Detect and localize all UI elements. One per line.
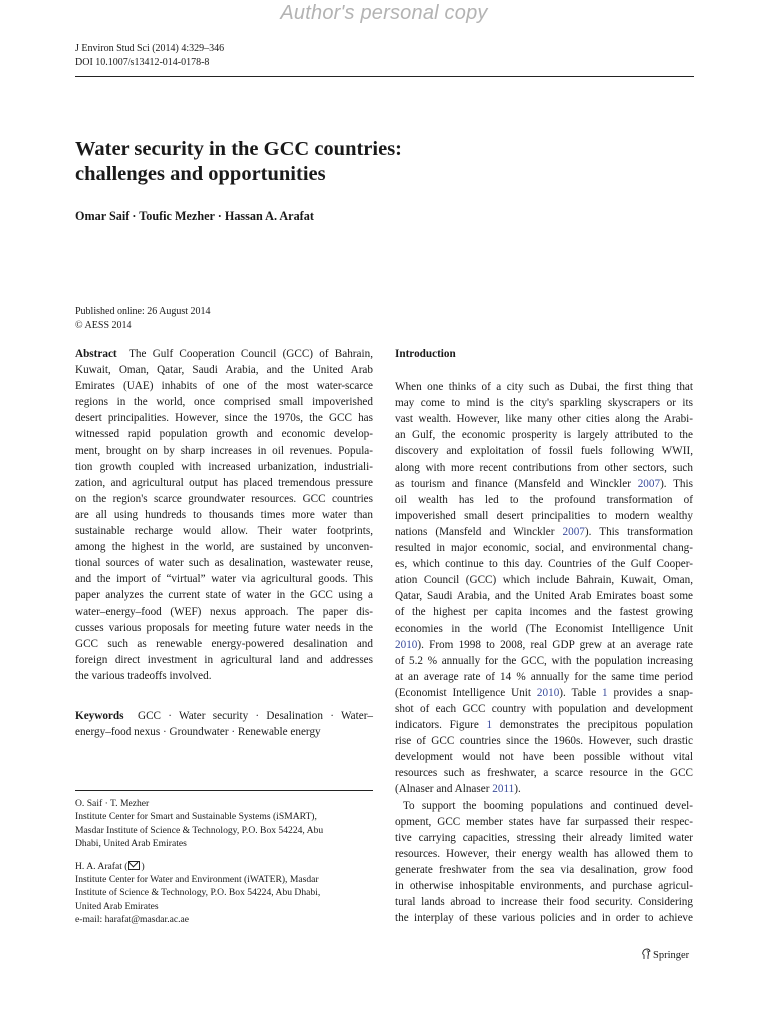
abstract-text: water–energy–food (WEF) nexus approach. The paper dis- bbox=[75, 605, 373, 618]
abstract-label: Abstract bbox=[75, 348, 117, 360]
left-column bbox=[75, 346, 373, 740]
citation-link[interactable]: 2007 bbox=[562, 525, 585, 538]
introduction-text: of the highest per capita incomes and the fastest growing bbox=[395, 606, 693, 619]
abstract-line bbox=[75, 475, 373, 491]
abstract-line bbox=[75, 668, 373, 684]
introduction-text: discovery and exploitation of fossil fuels following WWII, bbox=[395, 445, 693, 458]
introduction-text: impoverished small desert principalities to modern wealthy bbox=[395, 509, 693, 522]
envelope-icon[interactable] bbox=[128, 861, 140, 870]
keywords-text-1: GCC · Water security · Desalination · Water– bbox=[138, 709, 374, 722]
abstract-line bbox=[75, 426, 373, 442]
citation-link[interactable]: 1 bbox=[486, 719, 493, 732]
abstract-line bbox=[75, 394, 373, 410]
introduction-text: along with more recent contributions from other sectors, such bbox=[395, 461, 693, 474]
introduction-text: demonstrates the precipitous population bbox=[492, 719, 693, 732]
introduction-line bbox=[395, 910, 693, 926]
abstract-text: witnessed rapid population growth and economic develop- bbox=[75, 428, 373, 441]
introduction-text: rise of GCC countries since the 1960s. However, such drastic bbox=[395, 735, 693, 748]
published-date: Published online: 26 August 2014 bbox=[75, 306, 211, 317]
introduction-line bbox=[395, 460, 693, 476]
abstract-text: paper analyzes the current state of water in the GCC using a bbox=[75, 589, 373, 602]
introduction-line bbox=[395, 588, 693, 604]
publisher-name: Springer bbox=[653, 950, 690, 961]
journal-citation: J Environ Stud Sci (2014) 4:329–346 bbox=[75, 43, 225, 54]
header-rule bbox=[75, 76, 694, 77]
affiliation-rule bbox=[75, 790, 373, 791]
introduction-text: ation Council (GCC) which include Bahrain, Kuwait, Oman, bbox=[395, 574, 693, 587]
introduction-text: tive carrying capacities, stressing their already limited water bbox=[395, 831, 693, 844]
introduction-line bbox=[395, 427, 693, 443]
abstract-text: the various tradeoffs involved. bbox=[75, 669, 212, 682]
introduction-text: ). This transformation bbox=[584, 525, 694, 538]
abstract-text: foreign direct investment in agricultural land and addresses bbox=[75, 653, 373, 666]
abstract-text: zation, and agricultural output has placed tremendous pressure bbox=[75, 476, 373, 489]
introduction-line bbox=[395, 621, 693, 637]
abstract-line bbox=[75, 491, 373, 507]
abstract-line bbox=[75, 555, 373, 571]
introduction-line bbox=[395, 669, 693, 685]
right-column bbox=[395, 346, 693, 926]
introduction-text: (Alnaser and Alnaser bbox=[395, 783, 493, 796]
affiliation-line: Institute Center for Water and Environment (iWATER), Masdar bbox=[75, 873, 319, 885]
corresponding-author-name: H. A. Arafat ( bbox=[75, 860, 128, 872]
abstract-line bbox=[75, 459, 373, 475]
introduction-line bbox=[395, 379, 693, 395]
introduction-line bbox=[395, 556, 693, 572]
introduction-line bbox=[395, 798, 693, 814]
keywords-label: Keywords bbox=[75, 709, 124, 722]
introduction-heading: Introduction bbox=[395, 348, 456, 360]
introduction-text: Qatar, Saudi Arabia, and the United Arab Emirates boast some bbox=[395, 590, 693, 603]
introduction-text: in otherwise inhospitable environments, and purchase agricul- bbox=[395, 880, 693, 892]
abstract-text: The Gulf Cooperation Council (GCC) of Bahrain, bbox=[129, 348, 373, 360]
introduction-text: resources. However, their energy wealth has allowed them to bbox=[395, 847, 693, 860]
introduction-text: vast wealth. However, like many other cities along the Arabi- bbox=[395, 413, 693, 426]
citation-link[interactable]: 2010 bbox=[395, 638, 418, 651]
introduction-line bbox=[395, 717, 693, 733]
introduction-text: generate freshwater from the sea via desalination, grow food bbox=[395, 863, 693, 876]
affiliation-line: O. Saif · T. Mezher bbox=[75, 798, 150, 809]
introduction-text: ). This bbox=[660, 477, 693, 490]
introduction-line bbox=[395, 492, 693, 508]
abstract-text: Emirates (UAE) inhabits of one of the most water-scarce bbox=[75, 380, 373, 393]
abstract-line bbox=[75, 523, 373, 539]
abstract-line bbox=[75, 636, 373, 652]
introduction-line bbox=[395, 830, 693, 846]
introduction-text: resources such as freshwater, a scarce resource in the GCC bbox=[395, 767, 693, 780]
introduction-text: ). bbox=[514, 783, 521, 796]
introduction-text: the interplay of these various policies and in order to achieve bbox=[395, 912, 693, 925]
abstract-text: tion growth coupled with increased urbanization, industriali- bbox=[75, 460, 373, 473]
abstract-text: sustainable recharge would allow. Their water footprints, bbox=[75, 525, 373, 538]
introduction-text: es, which continue to this day. Countries of the Gulf Cooper- bbox=[395, 558, 693, 571]
abstract-line bbox=[75, 587, 373, 603]
affiliation-group-saif-mezher bbox=[75, 797, 373, 851]
introduction-text: provides a snap- bbox=[607, 686, 693, 699]
abstract-text: and the import of “virtual” water via agricultural goods. This bbox=[75, 573, 373, 586]
introduction-line bbox=[395, 894, 693, 910]
introduction-text: development would not have been possible without vital bbox=[395, 751, 693, 764]
abstract-line bbox=[75, 620, 373, 636]
introduction-text: ). Table bbox=[559, 686, 603, 699]
abstract-text: GCC such as renewable energy-powered desalination and bbox=[75, 637, 373, 650]
abstract-text: desert principalities. However, since the 1970s, the GCC has bbox=[75, 412, 373, 425]
abstract-text: ment, brought on by sharp increases in oil revenues. Popula- bbox=[75, 444, 373, 457]
affiliation-line: United Arab Emirates bbox=[75, 900, 159, 912]
abstract-line bbox=[75, 571, 373, 587]
abstract-line bbox=[75, 378, 373, 394]
introduction-text: tural lands abroad to increase their food security. Considering bbox=[395, 896, 693, 909]
introduction-line bbox=[395, 572, 693, 588]
introduction-text: oil wealth has led to the profound transformation of bbox=[395, 493, 693, 506]
introduction-line bbox=[395, 701, 693, 717]
introduction-text: an Gulf, the economic prosperity is largely attributed to the bbox=[395, 429, 693, 442]
abstract bbox=[75, 346, 373, 684]
watermark: Author's personal copy bbox=[280, 2, 488, 24]
introduction-line bbox=[395, 749, 693, 765]
abstract-line bbox=[75, 604, 373, 620]
abstract-line bbox=[75, 507, 373, 523]
title-line-2: challenges and opportunities bbox=[75, 163, 326, 185]
introduction-text: economies in the world (The Economist Intelligence Unit bbox=[395, 622, 693, 635]
introduction-text: To support the booming populations and continued devel- bbox=[403, 799, 693, 812]
introduction-text: at an average rate of 14 % annually for the same time period bbox=[395, 670, 693, 683]
affiliation-line: Masdar Institute of Science & Technology, P.O. Box 54224, Abu bbox=[75, 824, 324, 836]
introduction-line bbox=[395, 508, 693, 524]
introduction-line bbox=[395, 524, 693, 540]
introduction-text: (Economist Intelligence Unit bbox=[395, 686, 537, 699]
keywords bbox=[75, 708, 373, 740]
abstract-line bbox=[75, 652, 373, 668]
introduction-line bbox=[395, 685, 693, 701]
abstract-text: among the highest in the world, are sustained by unconven- bbox=[75, 541, 373, 554]
introduction-line bbox=[395, 476, 693, 492]
springer-horse-icon bbox=[641, 948, 651, 960]
abstract-line bbox=[75, 410, 373, 426]
abstract-text: Kuwait, Oman, Qatar, Saudi Arabia, and the United Arab bbox=[75, 364, 373, 377]
introduction-text: of 5.2 % annually for the GCC, with the population increasing bbox=[395, 654, 693, 667]
corresponding-author bbox=[75, 860, 373, 873]
introduction-line bbox=[395, 862, 693, 878]
affiliation-line: Institute of Science & Technology, P.O. Box 54224, Abu Dhabi, bbox=[75, 887, 321, 899]
introduction-text: nations (Mansfeld and Winckler bbox=[395, 525, 563, 538]
introduction-line bbox=[395, 411, 693, 427]
publication-info bbox=[75, 305, 211, 333]
introduction-text: may come to mind is the city's sparkling skyscrapers or its bbox=[395, 397, 693, 410]
introduction-text: indicators. Figure bbox=[395, 719, 487, 732]
introduction-body bbox=[395, 379, 693, 926]
introduction-line bbox=[395, 604, 693, 620]
author-email[interactable]: e-mail: harafat@masdar.ac.ae bbox=[75, 914, 190, 926]
introduction-line bbox=[395, 878, 693, 894]
affiliation-line: Dhabi, United Arab Emirates bbox=[75, 838, 187, 850]
keywords-line-2: energy–food nexus · Groundwater · Renewable energy bbox=[75, 726, 321, 739]
introduction-text: resulted in major economic, social, and environmental chang- bbox=[395, 542, 693, 555]
author-list: Omar Saif · Toufic Mezher · Hassan A. Arafat bbox=[75, 209, 314, 223]
introduction-line bbox=[395, 637, 693, 653]
introduction-line bbox=[395, 814, 693, 830]
introduction-line bbox=[395, 781, 693, 797]
introduction-line bbox=[395, 733, 693, 749]
abstract-text: on the region's scarce groundwater resources. GCC countries bbox=[75, 492, 373, 505]
affiliation-group-arafat bbox=[75, 860, 373, 927]
author-affiliations bbox=[75, 797, 373, 927]
affiliation-line: Institute Center for Smart and Sustainable Systems (iSMART), bbox=[75, 811, 317, 823]
introduction-line bbox=[395, 765, 693, 781]
abstract-line bbox=[75, 539, 373, 555]
citation-link[interactable]: 2007 bbox=[637, 477, 661, 490]
abstract-text: are all using hundreds to thousands times more water than bbox=[75, 508, 373, 521]
citation-link[interactable]: 1 bbox=[602, 686, 608, 699]
journal-reference bbox=[75, 42, 224, 70]
citation-link[interactable]: 2011 bbox=[492, 783, 515, 796]
introduction-line bbox=[395, 443, 693, 459]
abstract-text: tional sources of water such as desalination, wastewater reuse, bbox=[75, 557, 373, 570]
corresponding-author-paren: ) bbox=[141, 860, 145, 872]
citation-link[interactable]: 2010 bbox=[536, 686, 560, 699]
abstract-line bbox=[75, 346, 373, 362]
abstract-line bbox=[75, 362, 373, 378]
introduction-text: as tourism and finance (Mansfeld and Winckler bbox=[395, 477, 638, 490]
abstract-line bbox=[75, 443, 373, 459]
introduction-line bbox=[395, 395, 693, 411]
introduction-line bbox=[395, 540, 693, 556]
affiliation-lines-arafat bbox=[75, 873, 373, 927]
abstract-text: cusses various proposals for meeting future water needs in the bbox=[75, 621, 373, 634]
copyright-notice: © AESS 2014 bbox=[75, 320, 132, 331]
introduction-line bbox=[395, 846, 693, 862]
journal-doi[interactable]: DOI 10.1007/s13412-014-0178-8 bbox=[75, 57, 210, 68]
introduction-text: When one thinks of a city such as Dubai, the first thing that bbox=[395, 381, 693, 394]
paper-title bbox=[75, 137, 675, 187]
introduction-line bbox=[395, 653, 693, 669]
abstract-text: regions in the world, once comprised small impoverished bbox=[75, 396, 373, 409]
publisher-logo bbox=[641, 948, 689, 961]
keywords-line-1 bbox=[75, 708, 373, 724]
introduction-text: shot of each GCC country with population and development bbox=[395, 702, 693, 715]
title-line-1: Water security in the GCC countries: bbox=[75, 138, 402, 160]
introduction-text: opment, GCC member states have far surpassed their respec- bbox=[395, 815, 693, 828]
introduction-text: ). From 1998 to 2008, real GDP grew at an average rate bbox=[417, 638, 693, 651]
